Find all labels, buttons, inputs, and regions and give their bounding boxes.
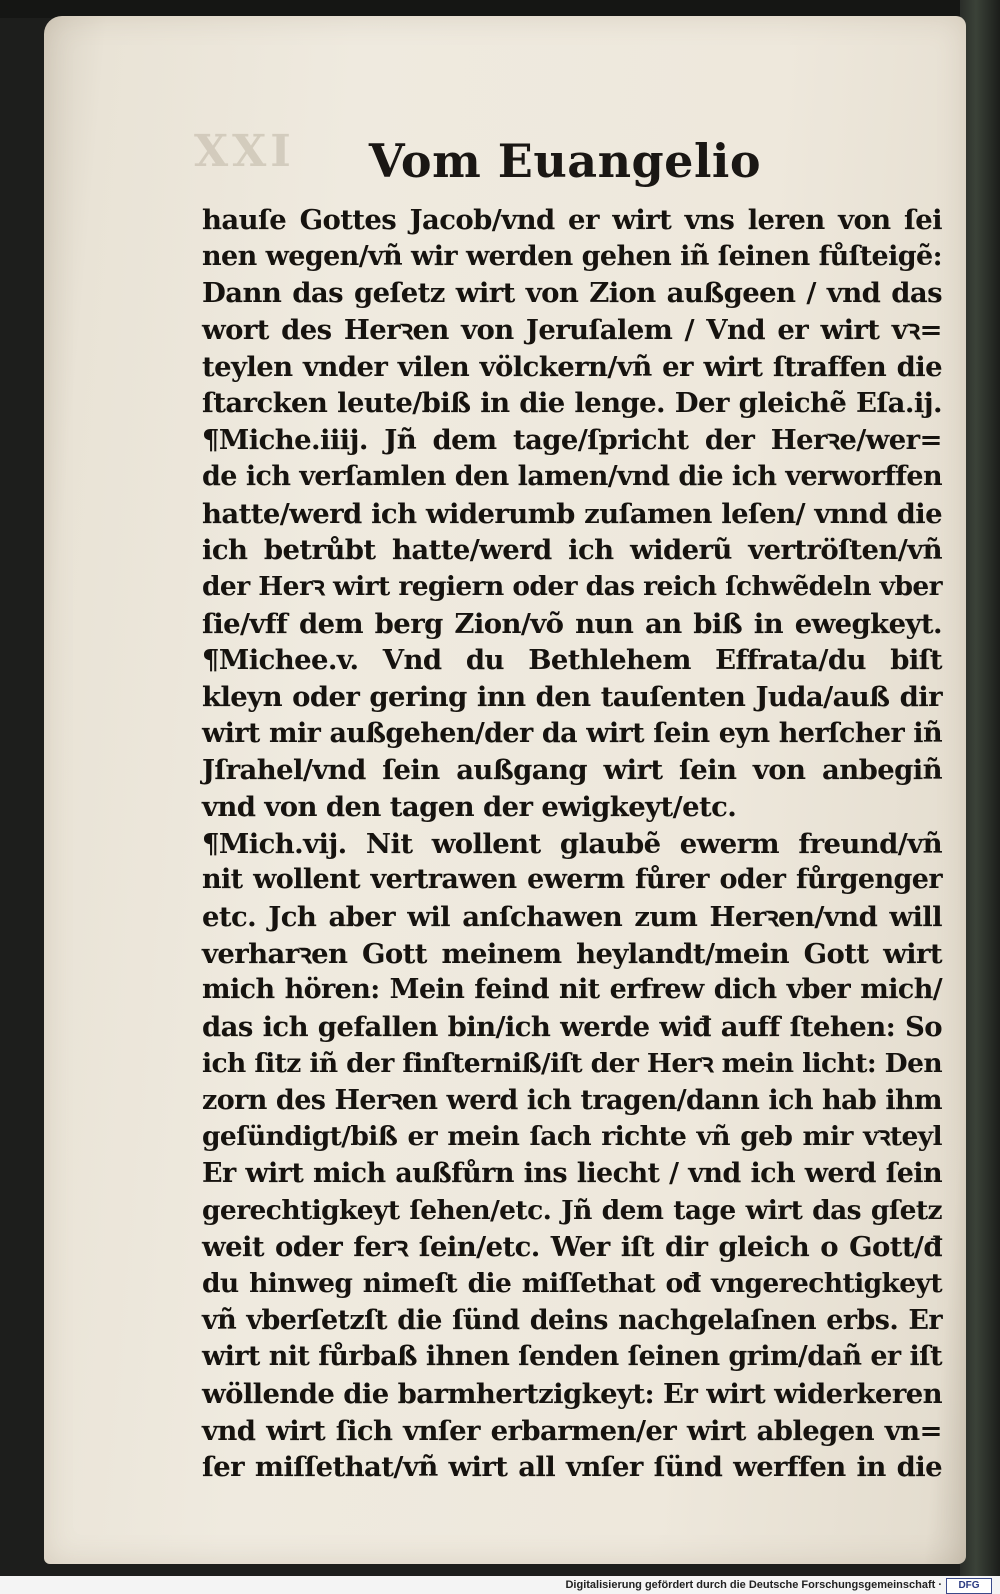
text-line: zorn des Herꝛen werd ich tragen/dann ich hab ihm: [202, 1084, 942, 1116]
text-line: etc. Jch aber wil anſchawen zum Herꝛen/vnd will: [202, 901, 942, 934]
dfg-logo: DFG: [946, 1578, 992, 1594]
text-line: nit wollent vertrawen ewerm fůrer oder fůrgenger: [202, 864, 942, 896]
text-line: vñ vberſetzſt die ſünd deins nachgelaſnen erbs. Er: [202, 1304, 942, 1336]
text-line: ſtarcken leute/biß in die lenge. Der gleichẽ Eſa.ij.: [202, 387, 942, 420]
text-line: vnd von den tagen der ewigkeyt/etc.: [202, 791, 737, 823]
text-line: ich betrůbt hatte/werd ich widerũ vertröſten/vñ: [202, 534, 942, 567]
running-head: Vom Euangelio: [368, 134, 762, 188]
text-line: wort des Herꝛen von Jeruſalem / Vnd er wirt vꝛ=: [202, 314, 942, 347]
text-line: weit oder ferꝛ ſein/etc. Wer iſt dir gleich o Gott/đ: [202, 1231, 942, 1264]
text-line: ich ſitz iñ der finſterniß/iſt der Herꝛ mein licht: Den: [202, 1047, 942, 1079]
text-line: das ich gefallen bin/ich werde wiđ auff ſtehen: So: [202, 1011, 942, 1044]
text-line: teylen vnder vilen völckern/vñ er wirt ſtraffen die: [202, 350, 942, 383]
text-line: gerechtigkeyt ſehen/etc. Jñ dem tage wirt das gſetz: [202, 1194, 942, 1226]
book-page: [44, 16, 966, 1564]
text-line: ſie/vff dem berg Zion/võ nun an biß in ewegkeyt.: [202, 607, 942, 640]
show-through-folio: XXI: [194, 126, 295, 177]
book-cover-edge: [960, 0, 1000, 1594]
text-line: Er wirt mich außfůrn ins liecht / vnd ich werd ſein: [202, 1157, 942, 1189]
text-line: Dann das geſetz wirt von Zion außgeen / vnd das: [202, 277, 942, 310]
text-line: Jſrahel/vnd ſein außgang wirt ſein von anbegiñ: [202, 754, 942, 787]
text-line: ſer miſſethat/vñ wirt all vnſer ſünd werffen in die: [202, 1451, 942, 1484]
text-line: de ich verſamlen den lamen/vnd die ich verworffen: [202, 460, 942, 492]
text-line: ¶Miche.iiij. Jñ dem tage/ſpricht der Herꝛe/wer=: [202, 424, 942, 457]
text-line: ¶Mich.vij. Nit wollent glaubẽ ewerm freund/vñ: [202, 827, 942, 860]
text-line: verharꝛen Gott meinem heylandt/mein Gott wirt: [202, 937, 942, 970]
text-line: du hinweg nimeſt die miſſethat ođ vngerechtigkeyt: [202, 1267, 942, 1299]
text-line: mich hören: Mein feind nit erfrew dich vber mich/: [202, 974, 942, 1006]
text-line: kleyn oder gering inn den tauſenten Juda/auß dir: [202, 680, 942, 713]
text-line: nen wegen/vñ wir werden gehen iñ ſeinen fůſteigẽ:: [202, 240, 942, 272]
text-line: ¶Michee.v. Vnd du Bethlehem Effrata/du biſt: [202, 644, 942, 677]
text-line: vnd wirt ſich vnſer erbarmen/er wirt ablegen vn=: [202, 1414, 942, 1447]
text-line: der Herꝛ wirt regiern oder das reich ſchwẽdeln vber: [202, 570, 942, 602]
text-block: [202, 202, 942, 1486]
footer-credit: Digitalisierung gefördert durch die Deutsche Forschungsgemeinschaft ·: [565, 1579, 942, 1591]
text-line: wirt nit fůrbaß ihnen ſenden ſeinen grim/dañ er iſt: [202, 1341, 942, 1373]
text-line: hatte/werd ich widerumb zuſamen leſen/ vnnd die: [202, 497, 942, 530]
text-line: wöllende die barmhertzigkeyt: Er wirt widerkeren: [202, 1378, 942, 1410]
text-line: hauſe Gottes Jacob/vnd er wirt vns leren von ſei: [202, 204, 942, 236]
digitization-footer: [0, 1576, 1000, 1594]
text-line: wirt mir außgehen/der da wirt ſein eyn herſcher iñ: [202, 717, 942, 749]
text-line: geſündigt/biß er mein ſach richte vñ geb mir vꝛteyl: [202, 1121, 942, 1153]
